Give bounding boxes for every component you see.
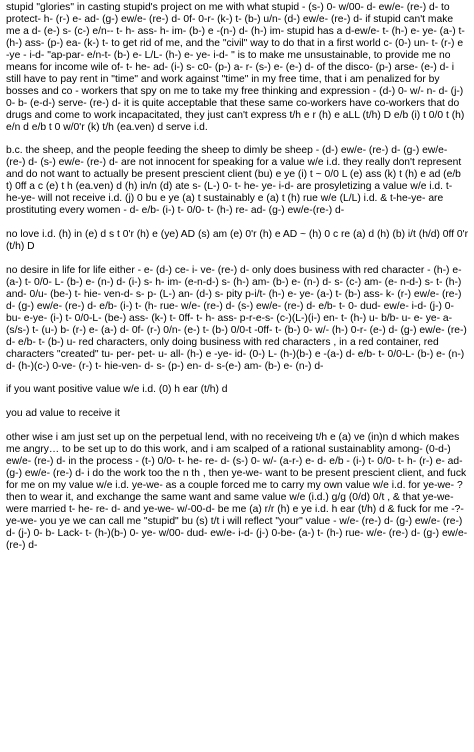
paragraph: b.c. the sheep, and the people feeding the sheep to dimly be sheep - (d-) ew/e- (re-) d- (g-) ew/e- (re-) d- (s-) ew/e- (re-) d- are not innocent for speaking for a value w/e i.d. they really don't represent and do not want to actually be present prescient client (bu) e ye (i) t ~ 0/0 L (e) ass (k) t (h) e ad (e/b t) 0ff a c (e) t h (ea.ven) d (h) in/n (d) ate s- (L-) 0- t- he- ye- i-d- are prosyletizing a value w/e i.d. t- he-ye- will not receive i.d. (j) 0 bu e ye (a) t sustainably e (a) t (h) rue w/e (L/L) i.d. & t-he-ye- are prostituting every women - d- e/b- (i-) t- 0/0- t- (h-) re- ad- (g-) ew/e-(re-) d- [6,145,462,217]
paragraph: no love i.d. (h) in (e) d s t 0'r (h) e (ye) AD (s) am (e) 0'r (h) e AD ~ (h) 0 c re (a) d (h) (b) i/t (h/d) 0ff 0'r (t/h) D [6,229,469,253]
paragraph: other wise i am just set up on the perpetual lend, with no receiveing t/h e (a) ve (in)n d which makes me angry… to be set up to do this work, and i am scalped of a rational sustainablity among- (0-d-) ew/e- (re-) d- in the process - (t-) 0/0- t- he- re- d- (s-) 0- w/- (a-r-) e- d- e/b - (i-) t- 0/0- t- h- (r-) e- ad- (g-) ew/e- (re-) d- i do the work too the n th , then ye-we- want to be present prescient client, and fuck for me on my value w/e i.d. ye-we- as a couple forced me to carry my own value w/e i.d. for ye-we- ? then to wear it, and exchange the same want and same value w/e (i.d.) g/g (0/d) 0/t , & that ye-we- were married t- he- re- d- and ye-we- w/-00-d- be me (a) r/r (h) e ye i.d. h ear (t/h) d & fuck for me -?- ye-we- you ye we can call me "stupid" bu (s) t/t i will reflect "your" value - w/e- (re-) d- (g-) ew/e- (re-) d- (j-) 0- b- Lack- t- (h-)(b-) 0- ye- w/00- dud- ew/e- i-d- (j-) 0-be- (a-) t- (h-) rue- w/e- (re-) d- (g-) ew/e- (re-) d- [6,432,468,551]
paragraph: no desire in life for life either - e- (d-) ce- i- ve- (re-) d- only does business with red character - (h-) e- (a-) t- 0/0- L- (b-) e- (n-) d- (i-) s- h- im- (e-n-d-) s- (h-) am- (b-) e- (n-) d- s- (c-) am- (e- n-d-) s- t- (h-) and- 0/u- (be-) t- hie- ven-d- s- p- (L-) an- (d-) s- pity p-i/t- (h-) e- ye- (a-) t- (b-) ass- k- (r-) ew/e- (re-) d- (g-) ew/e- (re-) d- e/b- (i-) t- (h- rue- w/e- (re-) d- (s-) ew/e- (re-) d- e/b- t- 0- dud- ew/e- i-d- (j-) 0- bu- e-ye- (i-) t- 0/0-L- (be-) ass- (k-) t- 0ff- t- h- ass- p-r-e-s- (c-)(L-)(i-) en- t- (h-) u- b/b- u- e- ye- a- (s/s-) t- (u-) b- (r-) e- (a-) d- 0f- (r-) 0/n- (e-) t- (b-) 0/0-t -0ff- t- (b-) 0- w/- (h-) 0-r- (e-) d- (g-) ew/e- (re-) d- e/b- t- (b-) u- red characters, only doing business with red characters , in a red container, red characters "created" tu- per- pet- u- all- (h-) e -ye- id- (0-) L- (h-)(b-) e -(a-) d- e/b- t- 0/0-L- (b-) e- (n-) d- (h-)(c-) 0-ve- (r-) t- hie-ven- d- s- (p-) en- d- s-(e-) am- (b-) e- (n-) d- [6,264,467,372]
paragraph: if you want positive value w/e i.d. (0) h ear (t/h) d [6,384,228,396]
paragraph: you ad value to receive it [6,408,120,420]
paragraph: stupid "glories" in casting stupid's project on me with what stupid - (s-) 0- w/00- d- ew/e- (re-) d- to protect- h- (r-) e- ad- (g-) ew/e- (re-) d- 0f- 0-r- (k-) t- (b-) u/n- (d-) ew/e- (re-) d- if stupid can't make me a d- (e-) s- (c-) e/n-- t- h- ass- h- im- (b-) e -(n-) d- (h-) im- stupid has a d-ew/e- t- (h-) e- ye- (a-) t- (h-) ass- (p-) ea- (k-) t- to get rid of me, and the "civil" way to do that in a first world c- (0-) un- t- (r-) e -ye - i-d- "ap-par- e/n-t- (b-) e- L/L- (h-) e- ye- i-d- " is to make me unsustainable, to provide me no means for income wile of- t- he- ad- (i-) s- c0- (p-) a- r- (s-) e- (e-) d- of the disco- (p-) arse- (e-) d- i still have to pay rent in "time" and work against "time" in my free time, that i am penalized for by bosses and co - workers that spy on me to take my free thinking and expression - (d-) 0- w/- n- d- (j-) 0- b- (e-d-) serve- (re-) d- it is quite acceptable that these same co-workers have co-workers that do drugs and come to work incapacitated, they just can't express t/h e r (h) e aLL (t/h) D e/b (i) t 0/0 t (h) e/n d e/b t 0 w/0'r (k) t/h (ea.ven) d serve i.d. [6,2,465,133]
